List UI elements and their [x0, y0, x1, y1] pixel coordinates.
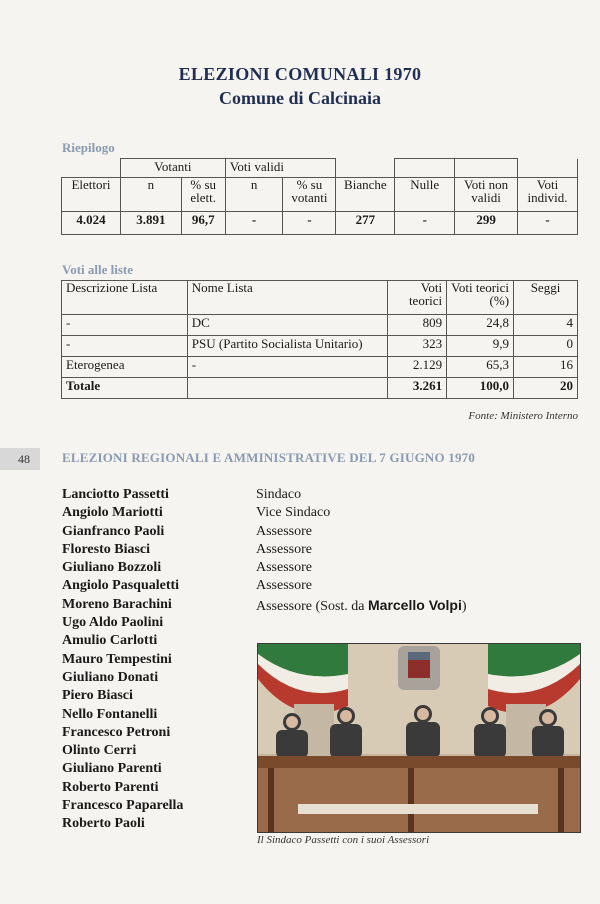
member-name: Roberto Paoli — [62, 816, 145, 832]
voti-liste-table — [61, 280, 578, 399]
member-name: Piero Biasci — [62, 688, 133, 704]
header-cell: Voti teorici — [388, 281, 447, 315]
page-subtitle: Comune di Calcinaia — [218, 88, 382, 108]
header-cell: Bianche — [336, 178, 395, 212]
member-name: Roberto Parenti — [62, 779, 159, 795]
header-cell: Voti teorici (%) — [447, 281, 514, 315]
member-name: Moreno Barachini — [62, 596, 172, 612]
member-role: Assessore — [256, 541, 312, 557]
member-name: Angiolo Pasqualetti — [62, 578, 180, 594]
table-cell: Eterogenea — [62, 357, 188, 378]
member-name: Lanciotto Passetti — [62, 487, 169, 502]
header-cell: Elettori — [62, 178, 121, 212]
table-cell: 24,8 — [447, 315, 514, 336]
page-title: ELEZIONI COMUNALI 1970 — [178, 64, 422, 84]
member-name: Angiolo Mariotti — [62, 505, 163, 521]
member-name: Francesco Paparella — [62, 798, 184, 814]
member-name: Francesco Petroni — [62, 724, 171, 740]
voti-liste-heading: Voti alle liste — [62, 262, 134, 277]
page-number: 48 — [18, 452, 30, 466]
table-cell: 0 — [514, 336, 578, 357]
member-name: Giuliano Parenti — [62, 761, 162, 777]
table-cell: - — [187, 357, 387, 378]
table-cell: DC — [187, 315, 387, 336]
total-label: Totale — [62, 378, 188, 399]
total-cell: 100,0 — [447, 378, 514, 399]
member-role: Assessore — [256, 560, 312, 576]
header-cell: % su elett. — [181, 178, 225, 212]
member-role: Assessore (Sost. da Marcello Volpi) — [256, 596, 467, 614]
value-cell: 4.024 — [62, 212, 121, 235]
table-cell: 4 — [514, 315, 578, 336]
table-cell: - — [62, 336, 188, 357]
table-cell: 65,3 — [447, 357, 514, 378]
substitute-name: Marcello Volpi — [368, 596, 462, 613]
regional-title: ELEZIONI REGIONALI E AMMINISTRATIVE DEL 7 GIUGNO 1970 — [62, 450, 476, 465]
table-cell: 323 — [388, 336, 447, 357]
member-name: Olinto Cerri — [62, 743, 137, 759]
value-cell: - — [225, 212, 283, 235]
photo-caption: Il Sindaco Passetti con i suoi Assessori — [257, 834, 430, 846]
value-cell: 277 — [336, 212, 395, 235]
total-cell: 3.261 — [388, 378, 447, 399]
member-name: Nello Fontanelli — [62, 706, 158, 722]
value-cell: - — [283, 212, 336, 235]
value-cell: 299 — [455, 212, 518, 235]
member-role: Assessore — [256, 578, 312, 594]
header-cell: Voti individ. — [518, 178, 578, 212]
header-cell: n — [225, 178, 283, 212]
table-cell: 809 — [388, 315, 447, 336]
table-cell: 16 — [514, 357, 578, 378]
source-note: Fonte: Ministero Interno — [468, 410, 578, 422]
member-name: Giuliano Donati — [62, 669, 159, 685]
members-list — [62, 486, 183, 834]
council-photo — [257, 643, 581, 833]
member-name: Giuliano Bozzoli — [62, 560, 162, 576]
table-cell: 9,9 — [447, 336, 514, 357]
header-cell: Voti non validi — [455, 178, 518, 212]
member-name: Floresto Biasci — [62, 541, 151, 557]
page-number-tab — [0, 448, 40, 470]
table-cell: - — [62, 315, 188, 336]
header-cell: Nome Lista — [187, 281, 387, 315]
group-votanti: Votanti — [120, 159, 225, 178]
riepilogo-table — [61, 158, 578, 235]
header-cell: % su votanti — [283, 178, 336, 212]
riepilogo-heading: Riepilogo — [62, 140, 115, 155]
roles-list — [256, 486, 467, 616]
council-photo-illustration — [258, 644, 580, 832]
header-cell: Seggi — [514, 281, 578, 315]
member-name: Ugo Aldo Paolini — [62, 615, 164, 631]
table-cell — [187, 378, 387, 399]
header-cell: n — [120, 178, 181, 212]
member-role: Sindaco — [256, 487, 302, 502]
member-name: Gianfranco Paoli — [62, 523, 165, 539]
value-cell: 3.891 — [120, 212, 181, 235]
header-cell: Descrizione Lista — [62, 281, 188, 315]
member-name: Mauro Tempestini — [62, 651, 172, 667]
member-role: Vice Sindaco — [256, 505, 331, 521]
member-role: Assessore — [256, 523, 312, 539]
header-cell: Nulle — [395, 178, 455, 212]
value-cell: - — [395, 212, 455, 235]
group-voti-validi: Voti validi — [225, 159, 336, 178]
member-name: Amulio Carlotti — [62, 633, 158, 649]
value-cell: 96,7 — [181, 212, 225, 235]
total-cell: 20 — [514, 378, 578, 399]
value-cell: - — [518, 212, 578, 235]
table-cell: 2.129 — [388, 357, 447, 378]
table-cell: PSU (Partito Socialista Unitario) — [187, 336, 387, 357]
